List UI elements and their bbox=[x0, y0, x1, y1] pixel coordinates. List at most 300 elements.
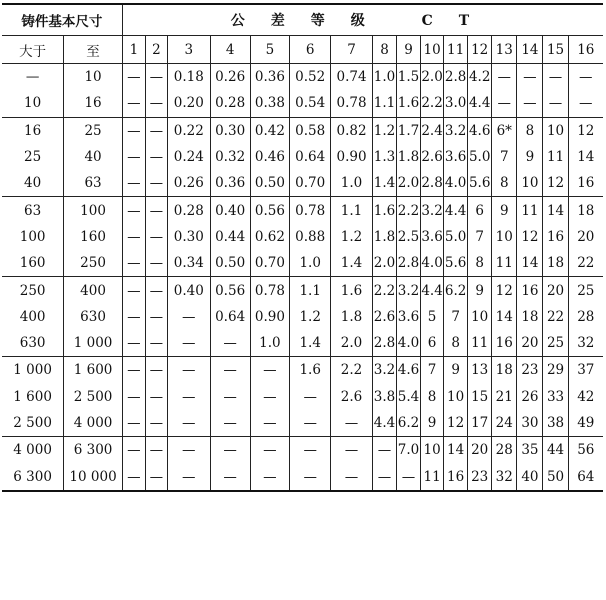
tolerance-cell: 0.30 bbox=[210, 117, 250, 144]
tolerance-cell: 18 bbox=[543, 250, 568, 277]
grade-header-3: 3 bbox=[167, 36, 210, 64]
tolerance-cell: 3.0 bbox=[444, 90, 468, 117]
tolerance-cell: 12 bbox=[543, 170, 568, 197]
tolerance-cell: 0.44 bbox=[210, 224, 250, 250]
table-row bbox=[2, 144, 603, 170]
tolerance-cell: 1.0 bbox=[250, 330, 290, 357]
tolerance-cell: 35 bbox=[517, 437, 543, 464]
tolerance-cell: 50 bbox=[543, 463, 568, 490]
tolerance-cell: 0.40 bbox=[210, 197, 250, 224]
tolerance-cell: 37 bbox=[568, 357, 603, 384]
tolerance-cell: 14 bbox=[517, 250, 543, 277]
size-to-cell: 400 bbox=[64, 277, 123, 304]
tolerance-cell: — bbox=[122, 410, 145, 437]
tolerance-cell: — bbox=[122, 90, 145, 117]
tolerance-cell: — bbox=[331, 410, 373, 437]
tolerance-cell: — bbox=[145, 357, 167, 384]
tolerance-cell: 0.78 bbox=[290, 197, 331, 224]
size-from-cell: 630 bbox=[2, 330, 64, 357]
tolerance-cell: 0.36 bbox=[250, 64, 290, 91]
tolerance-cell: 29 bbox=[543, 357, 568, 384]
table-row bbox=[2, 224, 603, 250]
size-from-cell: 250 bbox=[2, 277, 64, 304]
size-to-cell: 16 bbox=[64, 90, 123, 117]
tolerance-cell: — bbox=[167, 410, 210, 437]
tolerance-cell: 16 bbox=[492, 330, 517, 357]
tolerance-cell: 1.4 bbox=[372, 170, 396, 197]
grade-header-2: 2 bbox=[145, 36, 167, 64]
tolerance-cell: 1.1 bbox=[290, 277, 331, 304]
size-to-cell: 1 000 bbox=[64, 330, 123, 357]
tolerance-cell: — bbox=[122, 437, 145, 464]
tolerance-cell: 6 bbox=[421, 330, 444, 357]
tolerance-cell: 3.2 bbox=[421, 197, 444, 224]
tolerance-cell: 4.4 bbox=[444, 197, 468, 224]
tolerance-cell: — bbox=[250, 357, 290, 384]
size-from-cell: 10 bbox=[2, 90, 64, 117]
tolerance-cell: 4.0 bbox=[397, 330, 421, 357]
grade-header-15: 15 bbox=[543, 36, 568, 64]
tolerance-cell: 11 bbox=[543, 144, 568, 170]
grade-header-5: 5 bbox=[250, 36, 290, 64]
tolerance-cell: — bbox=[210, 330, 250, 357]
tolerance-cell: 1.7 bbox=[397, 117, 421, 144]
tolerance-cell: 30 bbox=[517, 410, 543, 437]
tolerance-cell: 22 bbox=[543, 304, 568, 330]
col-to-header: 至 bbox=[64, 36, 123, 64]
tolerance-cell: 6* bbox=[492, 117, 517, 144]
tolerance-cell: 20 bbox=[468, 437, 492, 464]
tolerance-cell: 2.6 bbox=[421, 144, 444, 170]
tolerance-cell: — bbox=[122, 197, 145, 224]
grade-header-1: 1 bbox=[122, 36, 145, 64]
tolerance-cell: 6.2 bbox=[444, 277, 468, 304]
tolerance-cell: — bbox=[543, 90, 568, 117]
size-from-cell: 2 500 bbox=[2, 410, 64, 437]
tolerance-cell: 10 bbox=[517, 170, 543, 197]
tolerance-cell: 4.4 bbox=[468, 90, 492, 117]
tolerance-cell: 44 bbox=[543, 437, 568, 464]
tolerance-cell: 7 bbox=[421, 357, 444, 384]
tolerance-cell: 14 bbox=[543, 197, 568, 224]
grade-header-7: 7 bbox=[331, 36, 373, 64]
grade-header-14: 14 bbox=[517, 36, 543, 64]
grade-header-13: 13 bbox=[492, 36, 517, 64]
size-title-header: 铸件基本尺寸 bbox=[2, 4, 122, 36]
tolerance-cell: 2.8 bbox=[421, 170, 444, 197]
size-from-cell: 1 600 bbox=[2, 384, 64, 410]
tolerance-cell: 12 bbox=[517, 224, 543, 250]
tolerance-cell: 0.36 bbox=[210, 170, 250, 197]
tolerance-cell: 2.8 bbox=[397, 250, 421, 277]
tolerance-cell: 0.88 bbox=[290, 224, 331, 250]
tolerance-cell: — bbox=[250, 384, 290, 410]
tolerance-cell: 2.0 bbox=[331, 330, 373, 357]
tolerance-cell: 12 bbox=[568, 117, 603, 144]
grade-header-8: 8 bbox=[372, 36, 396, 64]
tolerance-cell: 9 bbox=[517, 144, 543, 170]
tolerance-cell: — bbox=[250, 437, 290, 464]
tolerance-cell: 4.0 bbox=[421, 250, 444, 277]
tolerance-cell: 3.2 bbox=[444, 117, 468, 144]
size-to-cell: 63 bbox=[64, 170, 123, 197]
tolerance-cell: 7 bbox=[492, 144, 517, 170]
size-from-cell: 63 bbox=[2, 197, 64, 224]
tolerance-cell: 40 bbox=[517, 463, 543, 490]
table-row bbox=[2, 250, 603, 277]
tolerance-cell: — bbox=[145, 144, 167, 170]
tolerance-cell: 12 bbox=[444, 410, 468, 437]
tolerance-cell: 0.62 bbox=[250, 224, 290, 250]
tolerance-cell: 2.8 bbox=[444, 64, 468, 91]
tolerance-cell: 1.3 bbox=[372, 144, 396, 170]
tolerance-cell: 11 bbox=[517, 197, 543, 224]
tolerance-cell: 1.6 bbox=[397, 90, 421, 117]
tolerance-cell: — bbox=[145, 304, 167, 330]
size-from-cell: 100 bbox=[2, 224, 64, 250]
size-from-cell: 160 bbox=[2, 250, 64, 277]
tolerance-cell: 17 bbox=[468, 410, 492, 437]
tolerance-cell: 2.0 bbox=[372, 250, 396, 277]
tolerance-cell: 4.6 bbox=[397, 357, 421, 384]
tolerance-cell: — bbox=[122, 144, 145, 170]
tolerance-cell: — bbox=[122, 357, 145, 384]
tolerance-cell: — bbox=[122, 64, 145, 91]
tolerance-cell: 14 bbox=[444, 437, 468, 464]
tolerance-cell: — bbox=[145, 90, 167, 117]
tolerance-cell: 2.2 bbox=[331, 357, 373, 384]
tolerance-cell: 2.5 bbox=[397, 224, 421, 250]
size-from-cell: 1 000 bbox=[2, 357, 64, 384]
tolerance-cell: 1.6 bbox=[290, 357, 331, 384]
tolerance-cell: 28 bbox=[568, 304, 603, 330]
tolerance-cell: — bbox=[167, 384, 210, 410]
grade-header-10: 10 bbox=[421, 36, 444, 64]
tolerance-cell: 25 bbox=[543, 330, 568, 357]
table-row bbox=[2, 304, 603, 330]
size-from-cell: 25 bbox=[2, 144, 64, 170]
tolerance-cell: 11 bbox=[421, 463, 444, 490]
tolerance-cell: 1.6 bbox=[372, 197, 396, 224]
tolerance-cell: — bbox=[167, 463, 210, 490]
tolerance-cell: 10 bbox=[492, 224, 517, 250]
size-to-cell: 100 bbox=[64, 197, 123, 224]
tolerance-cell: 0.54 bbox=[290, 90, 331, 117]
tolerance-cell: 5.6 bbox=[444, 250, 468, 277]
tolerance-cell: 10 bbox=[468, 304, 492, 330]
tolerance-cell: 0.40 bbox=[167, 277, 210, 304]
table-subheader-row bbox=[2, 36, 603, 64]
tolerance-cell: 1.4 bbox=[290, 330, 331, 357]
tolerance-cell: 64 bbox=[568, 463, 603, 490]
table-row bbox=[2, 410, 603, 437]
tolerance-cell: — bbox=[210, 437, 250, 464]
tolerance-cell: 0.64 bbox=[210, 304, 250, 330]
tolerance-cell: 4.2 bbox=[468, 64, 492, 91]
tolerance-cell: 22 bbox=[568, 250, 603, 277]
tolerance-cell: 0.24 bbox=[167, 144, 210, 170]
tolerance-cell: — bbox=[145, 64, 167, 91]
tolerance-cell: 3.2 bbox=[372, 357, 396, 384]
tolerance-cell: — bbox=[290, 463, 331, 490]
size-to-cell: 6 300 bbox=[64, 437, 123, 464]
tolerance-cell: 26 bbox=[517, 384, 543, 410]
tolerance-cell: — bbox=[145, 437, 167, 464]
tolerance-cell: 9 bbox=[468, 277, 492, 304]
tolerance-cell: — bbox=[568, 90, 603, 117]
tolerance-cell: 0.56 bbox=[250, 197, 290, 224]
tolerance-cell: 8 bbox=[492, 170, 517, 197]
table-row bbox=[2, 330, 603, 357]
tolerance-cell: 7.0 bbox=[397, 437, 421, 464]
tolerance-cell: 0.52 bbox=[290, 64, 331, 91]
tolerance-cell: 32 bbox=[492, 463, 517, 490]
tolerance-cell: — bbox=[517, 64, 543, 91]
tolerance-cell: — bbox=[145, 463, 167, 490]
tolerance-cell: — bbox=[331, 437, 373, 464]
tolerance-cell: 10 bbox=[543, 117, 568, 144]
tolerance-cell: — bbox=[122, 463, 145, 490]
grade-header-12: 12 bbox=[468, 36, 492, 64]
tolerance-cell: 16 bbox=[517, 277, 543, 304]
tolerance-cell: 18 bbox=[517, 304, 543, 330]
tolerance-cell: 7 bbox=[444, 304, 468, 330]
tolerance-cell: 16 bbox=[568, 170, 603, 197]
tolerance-cell: — bbox=[397, 463, 421, 490]
grade-title-header: 公差等级 CT bbox=[122, 4, 603, 36]
tolerance-cell: 9 bbox=[421, 410, 444, 437]
tolerance-cell: 0.50 bbox=[210, 250, 250, 277]
size-to-cell: 160 bbox=[64, 224, 123, 250]
tolerance-cell: — bbox=[145, 250, 167, 277]
tolerance-cell: 2.0 bbox=[421, 64, 444, 91]
tolerance-cell: 38 bbox=[543, 410, 568, 437]
tolerance-cell: 21 bbox=[492, 384, 517, 410]
tolerance-cell: 0.58 bbox=[290, 117, 331, 144]
tolerance-cell: — bbox=[210, 384, 250, 410]
tolerance-cell: 11 bbox=[492, 250, 517, 277]
tolerance-cell: 4.0 bbox=[444, 170, 468, 197]
grade-header-16: 16 bbox=[568, 36, 603, 64]
tolerance-cell: 15 bbox=[468, 384, 492, 410]
tolerance-cell: 3.8 bbox=[372, 384, 396, 410]
tolerance-cell: — bbox=[122, 224, 145, 250]
tolerance-cell: 2.2 bbox=[397, 197, 421, 224]
tolerance-cell: — bbox=[568, 64, 603, 91]
tolerance-cell: — bbox=[145, 384, 167, 410]
tolerance-cell: — bbox=[372, 463, 396, 490]
tolerance-cell: — bbox=[543, 64, 568, 91]
size-from-cell: 400 bbox=[2, 304, 64, 330]
tolerance-cell: — bbox=[167, 357, 210, 384]
tolerance-cell: — bbox=[122, 384, 145, 410]
tolerance-cell: 0.28 bbox=[167, 197, 210, 224]
tolerance-cell: — bbox=[210, 357, 250, 384]
tolerance-cell: — bbox=[122, 277, 145, 304]
table-body bbox=[2, 64, 603, 491]
tolerance-cell: — bbox=[290, 437, 331, 464]
tolerance-cell: 20 bbox=[517, 330, 543, 357]
tolerance-cell: — bbox=[145, 197, 167, 224]
tolerance-cell: 14 bbox=[492, 304, 517, 330]
table-row bbox=[2, 64, 603, 91]
col-from-header: 大于 bbox=[2, 36, 64, 64]
tolerance-cell: 1.0 bbox=[372, 64, 396, 91]
tolerance-cell: 49 bbox=[568, 410, 603, 437]
tolerance-cell: 0.26 bbox=[210, 64, 250, 91]
table-row bbox=[2, 384, 603, 410]
tolerance-cell: — bbox=[290, 384, 331, 410]
tolerance-cell: — bbox=[145, 410, 167, 437]
size-to-cell: 250 bbox=[64, 250, 123, 277]
size-to-cell: 40 bbox=[64, 144, 123, 170]
tolerance-cell: — bbox=[331, 463, 373, 490]
tolerance-cell: 0.26 bbox=[167, 170, 210, 197]
tolerance-cell: 2.8 bbox=[372, 330, 396, 357]
tolerance-cell: 1.6 bbox=[331, 277, 373, 304]
tolerance-cell: 3.6 bbox=[397, 304, 421, 330]
table-row bbox=[2, 357, 603, 384]
tolerance-cell: 16 bbox=[444, 463, 468, 490]
table-row bbox=[2, 197, 603, 224]
tolerance-cell: — bbox=[492, 64, 517, 91]
tolerance-cell: 5 bbox=[421, 304, 444, 330]
size-from-cell: 16 bbox=[2, 117, 64, 144]
tolerance-cell: 3.6 bbox=[421, 224, 444, 250]
tolerance-cell: — bbox=[517, 90, 543, 117]
tolerance-cell: 2.2 bbox=[372, 277, 396, 304]
tolerance-cell: — bbox=[210, 463, 250, 490]
size-to-cell: 630 bbox=[64, 304, 123, 330]
tolerance-cell: 2.4 bbox=[421, 117, 444, 144]
tolerance-cell: 5.6 bbox=[468, 170, 492, 197]
tolerance-cell: 0.70 bbox=[250, 250, 290, 277]
tolerance-cell: 1.5 bbox=[397, 64, 421, 91]
tolerance-cell: 9 bbox=[444, 357, 468, 384]
tolerance-cell: — bbox=[290, 410, 331, 437]
tolerance-cell: 18 bbox=[568, 197, 603, 224]
tolerance-cell: 1.8 bbox=[397, 144, 421, 170]
tolerance-cell: 9 bbox=[492, 197, 517, 224]
grade-header-9: 9 bbox=[397, 36, 421, 64]
table-header-row bbox=[2, 4, 603, 36]
tolerance-cell: 1.4 bbox=[331, 250, 373, 277]
tolerance-cell: 25 bbox=[568, 277, 603, 304]
tolerance-cell: 11 bbox=[468, 330, 492, 357]
tolerance-cell: — bbox=[167, 437, 210, 464]
tolerance-cell: 1.2 bbox=[372, 117, 396, 144]
tolerance-cell: 1.2 bbox=[331, 224, 373, 250]
tolerance-cell: 14 bbox=[568, 144, 603, 170]
tolerance-cell: 4.4 bbox=[421, 277, 444, 304]
tolerance-cell: 32 bbox=[568, 330, 603, 357]
tolerance-cell: 10 bbox=[421, 437, 444, 464]
tolerance-cell: 56 bbox=[568, 437, 603, 464]
tolerance-cell: 5.0 bbox=[444, 224, 468, 250]
tolerance-cell: 1.0 bbox=[331, 170, 373, 197]
tolerance-cell: 1.1 bbox=[372, 90, 396, 117]
tolerance-cell: 8 bbox=[421, 384, 444, 410]
tolerance-cell: 8 bbox=[517, 117, 543, 144]
tolerance-cell: 1.8 bbox=[331, 304, 373, 330]
tolerance-cell: 20 bbox=[543, 277, 568, 304]
table-row bbox=[2, 463, 603, 490]
tolerance-cell: — bbox=[145, 170, 167, 197]
size-from-cell: 6 300 bbox=[2, 463, 64, 490]
tolerance-cell: 0.82 bbox=[331, 117, 373, 144]
tolerance-cell: 0.32 bbox=[210, 144, 250, 170]
table-row bbox=[2, 117, 603, 144]
tolerance-cell: 0.74 bbox=[331, 64, 373, 91]
size-to-cell: 2 500 bbox=[64, 384, 123, 410]
tolerance-cell: 6 bbox=[468, 197, 492, 224]
tolerance-cell: 23 bbox=[517, 357, 543, 384]
tolerance-cell: 2.6 bbox=[331, 384, 373, 410]
tolerance-cell: 4.4 bbox=[372, 410, 396, 437]
tolerance-cell: 0.22 bbox=[167, 117, 210, 144]
tolerance-cell: — bbox=[145, 117, 167, 144]
tolerance-cell: 1.0 bbox=[290, 250, 331, 277]
tolerance-cell: — bbox=[210, 410, 250, 437]
tolerance-cell: 13 bbox=[468, 357, 492, 384]
tolerance-cell: 42 bbox=[568, 384, 603, 410]
tolerance-cell: 0.42 bbox=[250, 117, 290, 144]
size-to-cell: 10 bbox=[64, 64, 123, 91]
tolerance-cell: 0.28 bbox=[210, 90, 250, 117]
tolerance-cell: 0.70 bbox=[290, 170, 331, 197]
table-row bbox=[2, 170, 603, 197]
tolerance-cell: 0.46 bbox=[250, 144, 290, 170]
tolerance-cell: 0.30 bbox=[167, 224, 210, 250]
tolerance-cell: 3.6 bbox=[444, 144, 468, 170]
tolerance-cell: 0.20 bbox=[167, 90, 210, 117]
tolerance-cell: 0.78 bbox=[250, 277, 290, 304]
tolerance-cell: 33 bbox=[543, 384, 568, 410]
tolerance-cell: — bbox=[372, 437, 396, 464]
tolerance-cell: 12 bbox=[492, 277, 517, 304]
grade-header-6: 6 bbox=[290, 36, 331, 64]
tolerance-cell: 0.78 bbox=[331, 90, 373, 117]
size-from-cell: 4 000 bbox=[2, 437, 64, 464]
tolerance-cell: — bbox=[167, 330, 210, 357]
tolerance-cell: — bbox=[122, 330, 145, 357]
size-to-cell: 4 000 bbox=[64, 410, 123, 437]
tolerance-cell: 10 bbox=[444, 384, 468, 410]
grade-header-11: 11 bbox=[444, 36, 468, 64]
tolerance-cell: — bbox=[145, 330, 167, 357]
size-to-cell: 25 bbox=[64, 117, 123, 144]
tolerance-cell: 24 bbox=[492, 410, 517, 437]
tolerance-cell: — bbox=[122, 170, 145, 197]
tolerance-cell: — bbox=[167, 304, 210, 330]
tolerance-cell: 0.64 bbox=[290, 144, 331, 170]
tolerance-cell: 8 bbox=[468, 250, 492, 277]
tolerance-cell: 18 bbox=[492, 357, 517, 384]
casting-tolerance-table bbox=[2, 3, 603, 492]
size-from-cell: 40 bbox=[2, 170, 64, 197]
grade-header-4: 4 bbox=[210, 36, 250, 64]
size-from-cell: — bbox=[2, 64, 64, 91]
tolerance-cell: — bbox=[492, 90, 517, 117]
tolerance-cell: 0.18 bbox=[167, 64, 210, 91]
table-row bbox=[2, 277, 603, 304]
tolerance-cell: 28 bbox=[492, 437, 517, 464]
tolerance-cell: — bbox=[250, 463, 290, 490]
table-row bbox=[2, 90, 603, 117]
tolerance-cell: 5.4 bbox=[397, 384, 421, 410]
tolerance-cell: 0.90 bbox=[250, 304, 290, 330]
tolerance-cell: 2.0 bbox=[397, 170, 421, 197]
